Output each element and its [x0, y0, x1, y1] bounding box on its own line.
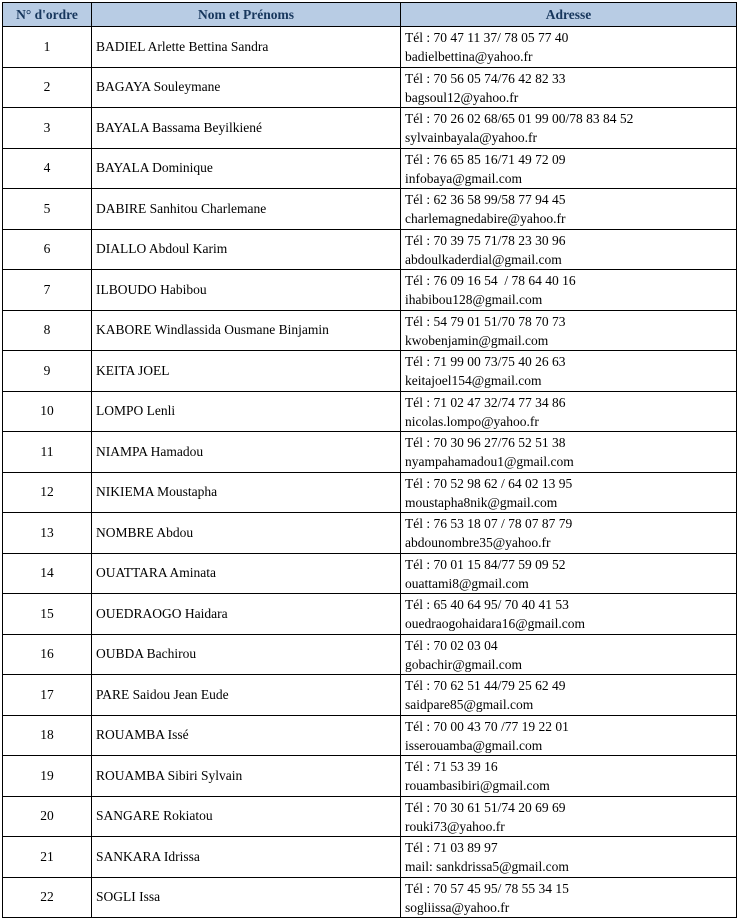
name-cell: ILBOUDO Habibou — [92, 270, 401, 311]
row-number-cell: 2 — [3, 67, 92, 108]
column-header-address: Adresse — [401, 3, 737, 27]
name-cell: KABORE Windlassida Ousmane Binjamin — [92, 310, 401, 351]
address-cell — [401, 27, 737, 68]
address-cell — [401, 877, 737, 918]
phone-line: Tél : 71 02 47 32/74 77 34 86 — [405, 394, 566, 410]
table-row — [3, 310, 737, 351]
row-number-cell: 16 — [3, 634, 92, 675]
email-line: sogliissa@yahoo.fr — [405, 899, 510, 915]
name-cell: DABIRE Sanhitou Charlemane — [92, 189, 401, 230]
email-line: kwobenjamin@gmail.com — [405, 332, 549, 348]
phone-line: Tél : 71 53 39 16 — [405, 759, 498, 774]
row-number-cell: 9 — [3, 351, 92, 392]
name-cell: DIALLO Abdoul Karim — [92, 229, 401, 270]
phone-line: Tél : 70 26 02 68/65 01 99 00/78 83 84 52 — [405, 111, 634, 126]
address-cell — [401, 148, 737, 189]
table-row — [3, 270, 737, 311]
phone-line: Tél : 70 56 05 74/76 42 82 33 — [405, 70, 566, 86]
email-line: mail: sankdrissa5@gmail.com — [405, 859, 569, 874]
row-number-cell: 4 — [3, 148, 92, 189]
address-cell — [401, 634, 737, 675]
phone-line: Tél : 71 99 00 73/75 40 26 63 — [405, 354, 566, 369]
address-cell — [401, 432, 737, 473]
address-cell — [401, 675, 737, 716]
row-number-cell: 21 — [3, 837, 92, 878]
email-line: ouedraogohaidara16@gmail.com — [405, 616, 585, 631]
table-row — [3, 432, 737, 473]
name-cell: OUATTARA Aminata — [92, 553, 401, 594]
name-cell: PARE Saidou Jean Eude — [92, 675, 401, 716]
address-cell — [401, 108, 737, 149]
address-cell — [401, 391, 737, 432]
row-number-cell: 22 — [3, 877, 92, 918]
phone-line: Tél : 76 09 16 54 / 78 64 40 16 — [405, 273, 576, 288]
email-line: gobachir@gmail.com — [405, 656, 523, 672]
table-row — [3, 27, 737, 68]
address-cell — [401, 189, 737, 230]
row-number-cell: 6 — [3, 229, 92, 270]
name-cell: SOGLI Issa — [92, 877, 401, 918]
email-line: sylvainbayala@yahoo.fr — [405, 130, 538, 145]
phone-line: Tél : 70 00 43 70 /77 19 22 01 — [405, 718, 569, 734]
table-row — [3, 715, 737, 756]
table-row — [3, 148, 737, 189]
row-number-cell: 10 — [3, 391, 92, 432]
row-number-cell: 1 — [3, 27, 92, 68]
email-line: rouki73@yahoo.fr — [405, 818, 505, 834]
row-number-cell: 13 — [3, 513, 92, 554]
address-cell — [401, 351, 737, 392]
phone-line: Tél : 76 65 85 16/71 49 72 09 — [405, 151, 566, 167]
email-line: saidpare85@gmail.com — [405, 697, 534, 712]
row-number-cell: 12 — [3, 472, 92, 513]
phone-line: Tél : 70 02 03 04 — [405, 637, 498, 653]
phone-line: Tél : 62 36 58 99/58 77 94 45 — [405, 192, 566, 207]
email-line: bagsoul12@yahoo.fr — [405, 89, 519, 105]
email-line: nicolas.lompo@yahoo.fr — [405, 413, 539, 429]
email-line: nyampahamadou1@gmail.com — [405, 454, 574, 469]
name-cell: ROUAMBA Sibiri Sylvain — [92, 756, 401, 797]
address-cell — [401, 513, 737, 554]
row-number-cell: 5 — [3, 189, 92, 230]
table-row — [3, 877, 737, 918]
name-cell: OUBDA Bachirou — [92, 634, 401, 675]
address-cell — [401, 472, 737, 513]
name-cell: KEITA JOEL — [92, 351, 401, 392]
address-cell — [401, 756, 737, 797]
table-body — [3, 27, 737, 918]
phone-line: Tél : 70 30 96 27/76 52 51 38 — [405, 435, 566, 450]
table-row — [3, 756, 737, 797]
address-cell — [401, 67, 737, 108]
email-line: isserouamba@gmail.com — [405, 737, 543, 753]
row-number-cell: 8 — [3, 310, 92, 351]
table-row — [3, 675, 737, 716]
row-number-cell: 11 — [3, 432, 92, 473]
email-line: moustapha8nik@gmail.com — [405, 494, 558, 510]
name-cell: LOMPO Lenli — [92, 391, 401, 432]
phone-line: Tél : 70 62 51 44/79 25 62 49 — [405, 678, 566, 693]
name-cell: NOMBRE Abdou — [92, 513, 401, 554]
name-cell: SANKARA Idrissa — [92, 837, 401, 878]
table-row — [3, 108, 737, 149]
row-number-cell: 14 — [3, 553, 92, 594]
email-line: charlemagnedabire@yahoo.fr — [405, 211, 566, 226]
name-cell: OUEDRAOGO Haidara — [92, 594, 401, 635]
name-cell: NIAMPA Hamadou — [92, 432, 401, 473]
email-line: abdoulkaderdial@gmail.com — [405, 251, 562, 267]
email-line: ouattami8@gmail.com — [405, 575, 529, 591]
address-cell — [401, 310, 737, 351]
row-number-cell: 7 — [3, 270, 92, 311]
table-row — [3, 472, 737, 513]
column-header-order-number: N° d'ordre — [3, 3, 92, 27]
row-number-cell: 17 — [3, 675, 92, 716]
address-cell — [401, 270, 737, 311]
phone-line: Tél : 70 01 15 84/77 59 09 52 — [405, 556, 566, 572]
name-cell: BAYALA Dominique — [92, 148, 401, 189]
name-cell: BAYALA Bassama Beyilkiené — [92, 108, 401, 149]
table-row — [3, 634, 737, 675]
phone-line: Tél : 70 57 45 95/ 78 55 34 15 — [405, 880, 569, 896]
table-row — [3, 391, 737, 432]
address-cell — [401, 796, 737, 837]
email-line: keitajoel154@gmail.com — [405, 373, 542, 388]
name-cell: NIKIEMA Moustapha — [92, 472, 401, 513]
row-number-cell: 20 — [3, 796, 92, 837]
email-line: ihabibou128@gmail.com — [405, 292, 543, 307]
email-line: badielbettina@yahoo.fr — [405, 49, 533, 64]
table-row — [3, 594, 737, 635]
email-line: rouambasibiri@gmail.com — [405, 778, 550, 793]
table-row — [3, 229, 737, 270]
phone-line: Tél : 70 47 11 37/ 78 05 77 40 — [405, 30, 569, 45]
name-cell: BAGAYA Souleymane — [92, 67, 401, 108]
row-number-cell: 15 — [3, 594, 92, 635]
email-line: abdounombre35@yahoo.fr — [405, 535, 551, 550]
table-header — [3, 3, 737, 27]
email-line: infobaya@gmail.com — [405, 170, 523, 186]
phone-line: Tél : 76 53 18 07 / 78 07 87 79 — [405, 516, 573, 531]
column-header-name: Nom et Prénoms — [92, 3, 401, 27]
contacts-table — [2, 2, 737, 918]
table-row — [3, 513, 737, 554]
address-cell — [401, 837, 737, 878]
phone-line: Tél : 70 39 75 71/78 23 30 96 — [405, 232, 566, 248]
table-row — [3, 796, 737, 837]
table-row — [3, 67, 737, 108]
address-cell — [401, 715, 737, 756]
table-row — [3, 837, 737, 878]
table-row — [3, 189, 737, 230]
name-cell: SANGARE Rokiatou — [92, 796, 401, 837]
row-number-cell: 18 — [3, 715, 92, 756]
phone-line: Tél : 70 52 98 62 / 64 02 13 95 — [405, 475, 573, 491]
row-number-cell: 19 — [3, 756, 92, 797]
phone-line: Tél : 65 40 64 95/ 70 40 41 53 — [405, 597, 569, 612]
table-row — [3, 351, 737, 392]
table-row — [3, 553, 737, 594]
phone-line: Tél : 71 03 89 97 — [405, 840, 498, 855]
name-cell: ROUAMBA Issé — [92, 715, 401, 756]
name-cell: BADIEL Arlette Bettina Sandra — [92, 27, 401, 68]
address-cell — [401, 553, 737, 594]
address-cell — [401, 594, 737, 635]
row-number-cell: 3 — [3, 108, 92, 149]
phone-line: Tél : 70 30 61 51/74 20 69 69 — [405, 799, 566, 815]
header-row — [3, 3, 737, 27]
phone-line: Tél : 54 79 01 51/70 78 70 73 — [405, 313, 566, 329]
address-cell — [401, 229, 737, 270]
